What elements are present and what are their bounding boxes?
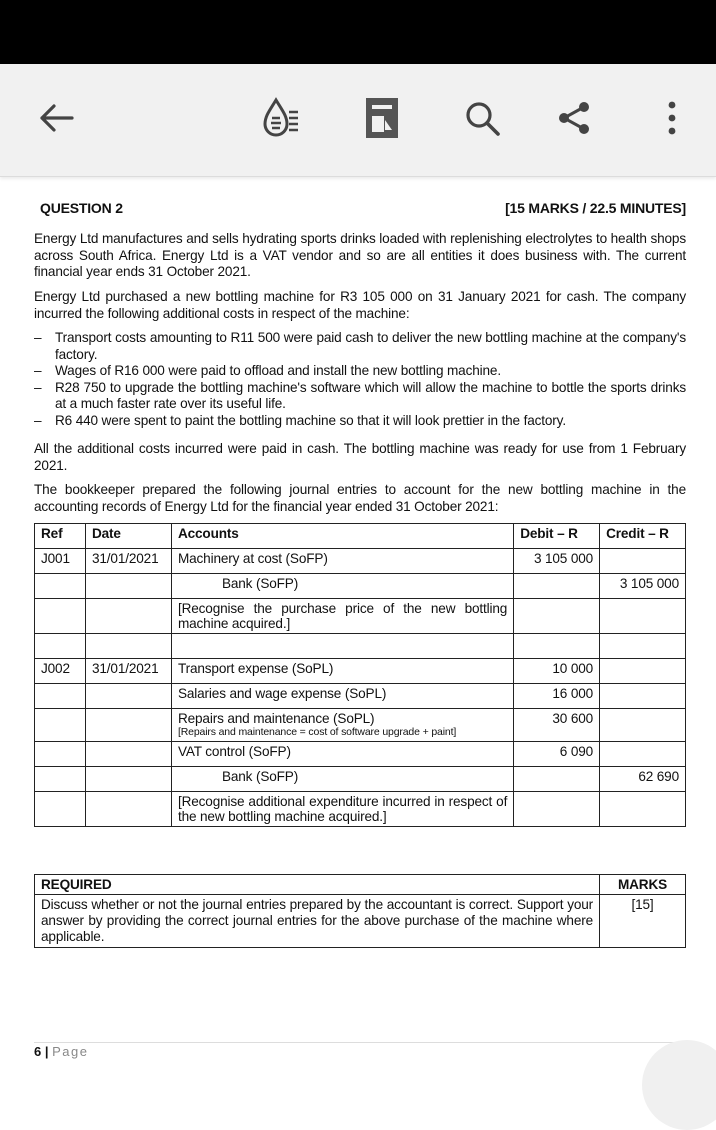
cell-date [85,574,171,599]
cell-credit: 62 690 [600,767,686,792]
cell-date: 31/01/2021 [85,549,171,574]
more-vert-icon[interactable] [648,94,696,142]
cell-debit: 3 105 000 [514,549,600,574]
account-name: Repairs and maintenance (SoPL) [177,711,375,726]
table-row [35,709,686,742]
cell-account: Bank (SoFP) [171,574,513,599]
cell-credit [600,634,686,659]
viewer-toolbar [0,64,716,177]
page-separator: | [44,1044,49,1059]
floating-action-button[interactable] [642,1040,716,1130]
required-marks: [15] [600,895,686,948]
table-row [35,684,686,709]
table-row [35,634,686,659]
marks-header: MARKS [600,875,686,895]
page-footer [34,1044,89,1059]
cell-credit [600,549,686,574]
question-marks: [15 MARKS / 22.5 MINUTES] [505,200,686,216]
intro-paragraph: Energy Ltd manufactures and sells hydrating sports drinks loaded with replenishing electrolytes to health shops across South Africa. Energy Ltd is a VAT vendor and so are all entities it does business with. The current financial year ends 31 October 2021. [34,231,686,279]
header-debit: Debit – R [514,524,600,549]
back-arrow-icon[interactable] [32,94,80,142]
cell-credit [600,742,686,767]
header-accounts: Accounts [171,524,513,549]
cell-debit [514,574,600,599]
cell-credit [600,599,686,634]
bullet-item: – R28 750 to upgrade the bottling machine's software which will allow the machine to bottle the sports drinks at a much faster rate over its useful life. [34,379,686,411]
bullet-item: – Wages of R16 000 were paid to offload and install the new bottling machine. [34,363,501,378]
cell-date [85,684,171,709]
table-header-row [35,524,686,549]
cell-date [85,634,171,659]
cell-account: Bank (SoFP) [171,767,513,792]
bookmark-page-icon[interactable] [358,94,406,142]
table-row [35,549,686,574]
cell-account: [Recognise the purchase price of the new bottling machine acquired.] [171,599,513,634]
cell-ref [35,709,86,742]
cost-bullet-list [34,330,686,429]
cell-ref [35,792,86,827]
cell-debit [514,792,600,827]
share-icon[interactable] [550,94,598,142]
table-row [35,599,686,634]
cell-account [171,634,513,659]
page-number: 6 [34,1044,42,1059]
question-header [40,200,686,216]
header-date: Date [85,524,171,549]
cell-date: 31/01/2021 [85,659,171,684]
cell-debit: 16 000 [514,684,600,709]
required-header-row [35,875,686,895]
cell-ref [35,684,86,709]
cell-date [85,709,171,742]
cell-date [85,792,171,827]
cell-account: VAT control (SoFP) [171,742,513,767]
table-row [35,659,686,684]
search-icon[interactable] [458,94,506,142]
question-title: QUESTION 2 [40,200,123,216]
required-row [35,895,686,948]
bullet-item: – R6 440 were spent to paint the bottling machine so that it will look prettier in the factory. [34,412,566,428]
cell-account: Machinery at cost (SoFP) [171,549,513,574]
cell-account [171,709,513,742]
cell-ref: J001 [35,549,86,574]
table-row [35,767,686,792]
cell-debit [514,599,600,634]
cell-debit [514,634,600,659]
cell-ref [35,574,86,599]
status-bar [0,0,716,64]
cell-credit [600,659,686,684]
cell-account: [Recognise additional expenditure incurred in respect of the new bottling machine acquired.] [171,792,513,827]
additional-costs-paragraph: All the additional costs incurred were paid in cash. The bottling machine was ready for use from 1 February 2021. [34,441,686,473]
ink-drop-list-icon[interactable] [256,94,304,142]
required-header: REQUIRED [35,875,600,895]
cell-date [85,767,171,792]
cell-credit [600,709,686,742]
cell-ref: J002 [35,659,86,684]
required-table [34,874,686,948]
cell-ref [35,767,86,792]
cell-debit: 30 600 [514,709,600,742]
purchase-paragraph: Energy Ltd purchased a new bottling machine for R3 105 000 on 31 January 2021 for cash. The company incurred the following additional costs in respect of the machine: [34,289,686,321]
cell-date [85,742,171,767]
cell-debit: 6 090 [514,742,600,767]
cell-debit [514,767,600,792]
account-note: [Repairs and maintenance = cost of software upgrade + paint] [177,726,457,738]
cell-account: Transport expense (SoPL) [171,659,513,684]
cell-debit: 10 000 [514,659,600,684]
cell-account: Salaries and wage expense (SoPL) [171,684,513,709]
required-text: Discuss whether or not the journal entries prepared by the accountant is correct. Support your answer by providing the correct journal entries for the above purchase of the machine where applicable. [35,895,600,948]
bullet-item: – Transport costs amounting to R11 500 were paid cash to deliver the new bottling machine at the company's factory. [34,330,686,362]
footer-divider [34,1042,686,1043]
header-ref: Ref [35,524,86,549]
bookkeeper-paragraph: The bookkeeper prepared the following journal entries to account for the new bottling machine in the accounting records of Energy Ltd for the financial year ended 31 October 2021: [34,482,686,514]
cell-ref [35,634,86,659]
cell-date [85,599,171,634]
journal-entries-table [34,523,686,827]
table-row [35,792,686,827]
cell-ref [35,742,86,767]
cell-credit [600,684,686,709]
cell-credit [600,792,686,827]
page-word: Page [52,1044,89,1059]
cell-ref [35,599,86,634]
table-row [35,574,686,599]
header-credit: Credit – R [600,524,686,549]
cell-credit: 3 105 000 [600,574,686,599]
table-row [35,742,686,767]
